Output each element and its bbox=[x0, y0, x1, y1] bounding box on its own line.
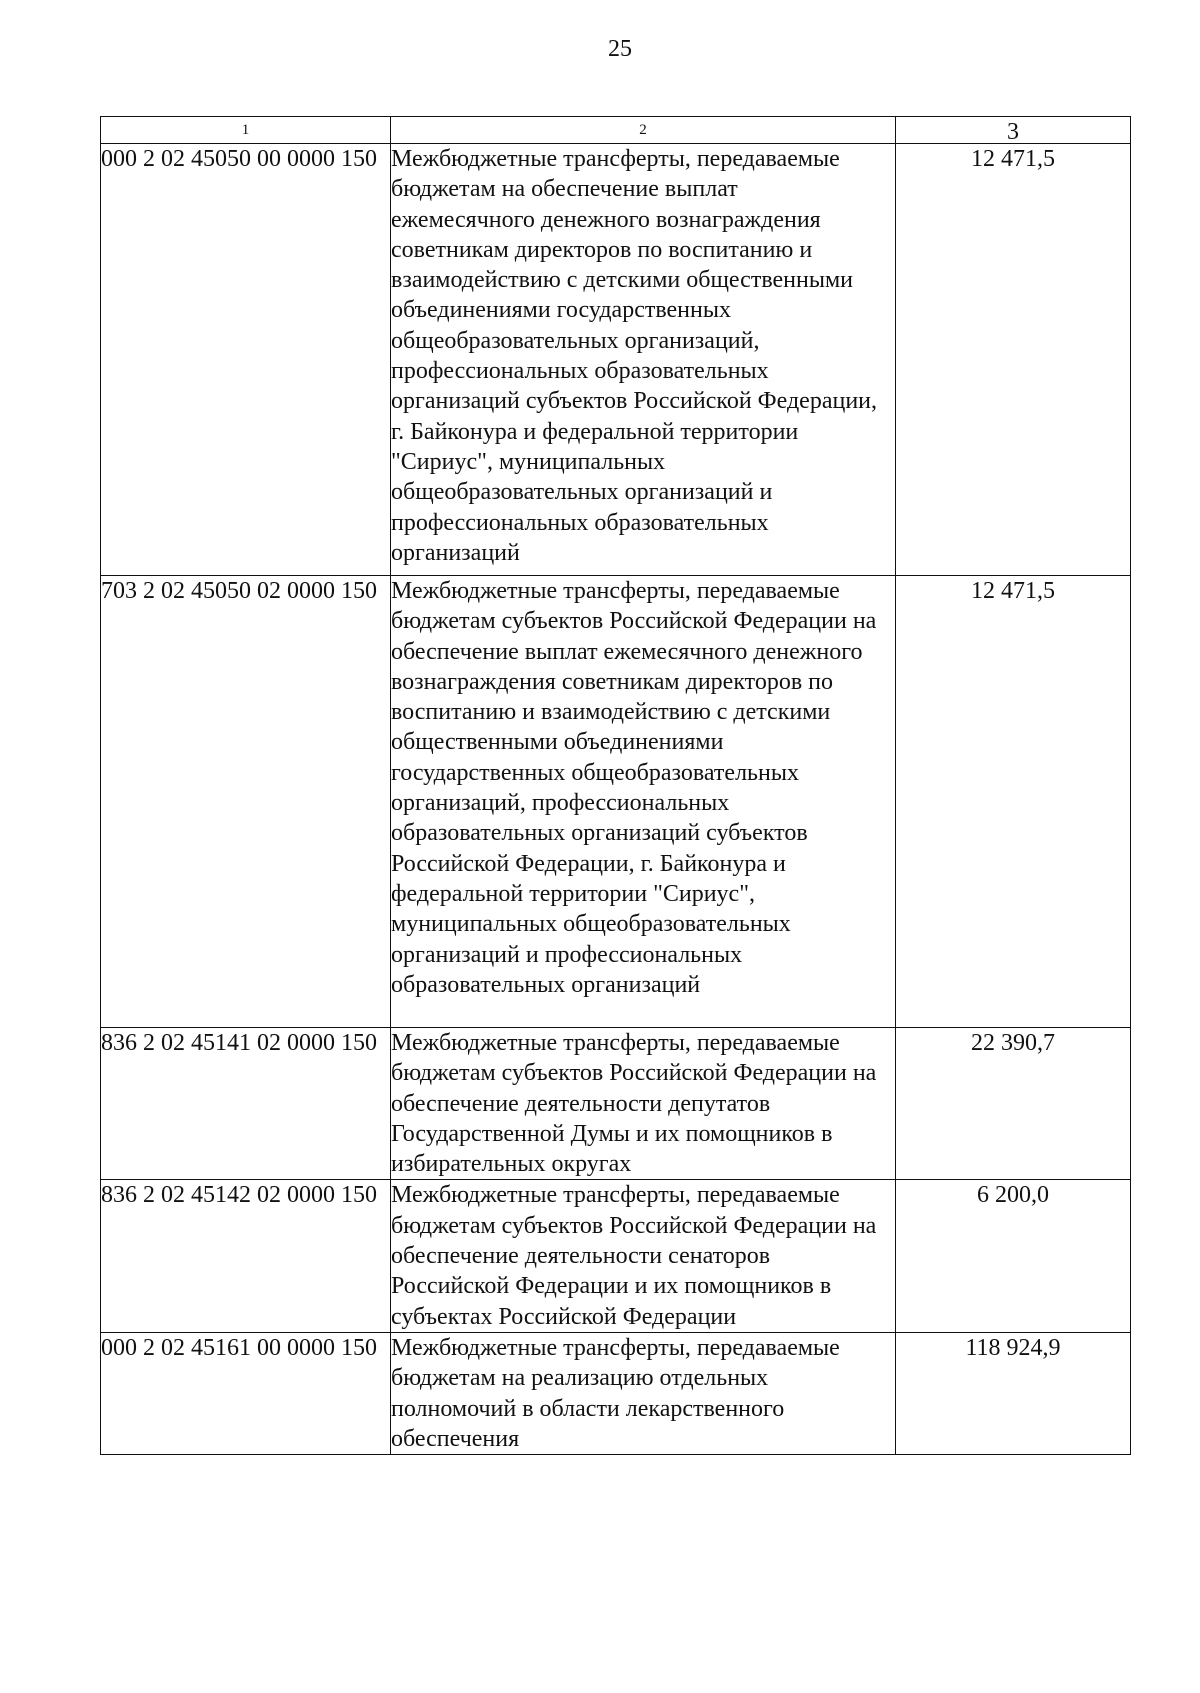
row-code-cell: 703 2 02 45050 02 0000 150 bbox=[101, 576, 391, 1028]
description-line: воспитанию и взаимодействию с детскими bbox=[391, 699, 831, 726]
description-line: взаимодействию с детскими общественными bbox=[391, 267, 854, 294]
description-line: бюджетам на обеспечение выплат bbox=[391, 176, 738, 203]
column-header-3: 3 bbox=[896, 117, 1131, 144]
description-line: бюджетам субъектов Российской Федерации на bbox=[391, 1212, 877, 1239]
description-line: обеспечения bbox=[391, 1425, 520, 1452]
row-description-cell bbox=[391, 1180, 896, 1332]
description-line: Межбюджетные трансферты, передаваемые bbox=[391, 1030, 840, 1056]
description-line: объединениями государственных bbox=[391, 297, 731, 324]
table-row bbox=[101, 1180, 1131, 1332]
description-line: организаций субъектов Российской Федерации, bbox=[391, 388, 878, 415]
description-line: общественными объединениями bbox=[391, 729, 724, 756]
description-line: субъектах Российской Федерации bbox=[391, 1303, 737, 1330]
row-description-cell bbox=[391, 576, 896, 1028]
description-line: организаций bbox=[391, 539, 520, 566]
table-row bbox=[101, 144, 1131, 576]
description-line: бюджетам на реализацию отдельных bbox=[391, 1365, 769, 1392]
description-line: бюджетам субъектов Российской Федерации на bbox=[391, 608, 877, 635]
description-line: Межбюджетные трансферты, передаваемые bbox=[391, 146, 840, 172]
description-line: Российской Федерации, г. Байконура и bbox=[391, 850, 786, 877]
description-line: полномочий в области лекарственного bbox=[391, 1395, 785, 1422]
description-line: вознаграждения советникам директоров по bbox=[391, 668, 834, 695]
column-header-1: 1 bbox=[101, 117, 391, 144]
description-line: профессиональных образовательных bbox=[391, 509, 769, 536]
row-amount-cell: 12 471,5 bbox=[896, 576, 1131, 1028]
description-line: советникам директоров по воспитанию и bbox=[391, 236, 813, 263]
row-description-cell bbox=[391, 1332, 896, 1454]
description-line: государственных общеобразовательных bbox=[391, 759, 799, 786]
description-line: г. Байконура и федеральной территории bbox=[391, 418, 799, 445]
description-line: обеспечение деятельности сенаторов bbox=[391, 1243, 771, 1270]
table-row bbox=[101, 1028, 1131, 1180]
row-code-cell: 000 2 02 45161 00 0000 150 bbox=[101, 1332, 391, 1454]
page-number: 25 bbox=[608, 36, 632, 62]
description-line: обеспечение деятельности депутатов bbox=[391, 1090, 771, 1117]
row-code-cell: 836 2 02 45141 02 0000 150 bbox=[101, 1028, 391, 1180]
row-description-cell bbox=[391, 144, 896, 576]
description-line: Российской Федерации и их помощников в bbox=[391, 1273, 832, 1300]
description-line: Межбюджетные трансферты, передаваемые bbox=[391, 1182, 840, 1209]
description-line: бюджетам субъектов Российской Федерации на bbox=[391, 1060, 877, 1087]
row-code-cell: 000 2 02 45050 00 0000 150 bbox=[101, 144, 391, 576]
table-row bbox=[101, 576, 1131, 1028]
description-line: Межбюджетные трансферты, передаваемые bbox=[391, 578, 840, 604]
row-description-cell bbox=[391, 1028, 896, 1180]
table-header-row bbox=[101, 117, 1131, 144]
budget-table bbox=[100, 116, 1131, 1455]
description-line: организаций и профессиональных bbox=[391, 941, 743, 968]
column-header-2: 2 bbox=[391, 117, 896, 144]
description-line: общеобразовательных организаций и bbox=[391, 479, 773, 506]
description-line: федеральной территории "Сириус", bbox=[391, 880, 756, 907]
row-code-cell: 836 2 02 45142 02 0000 150 bbox=[101, 1180, 391, 1332]
row-amount-cell: 6 200,0 bbox=[896, 1180, 1131, 1332]
description-line: образовательных организаций bbox=[391, 971, 701, 998]
description-line: ежемесячного денежного вознаграждения bbox=[391, 206, 821, 233]
description-line: Государственной Думы и их помощников в bbox=[391, 1120, 833, 1147]
description-line: муниципальных общеобразовательных bbox=[391, 911, 791, 938]
description-line: избирательных округах bbox=[391, 1151, 632, 1178]
row-amount-cell: 12 471,5 bbox=[896, 144, 1131, 576]
description-line: обеспечение выплат ежемесячного денежного bbox=[391, 638, 863, 665]
description-line: образовательных организаций субъектов bbox=[391, 820, 808, 847]
table-row bbox=[101, 1332, 1131, 1454]
row-amount-cell: 22 390,7 bbox=[896, 1028, 1131, 1180]
row-amount-cell: 118 924,9 bbox=[896, 1332, 1131, 1454]
description-line: организаций, профессиональных bbox=[391, 790, 730, 817]
description-line: "Сириус", муниципальных bbox=[391, 448, 666, 475]
description-line: общеобразовательных организаций, bbox=[391, 327, 760, 354]
description-line: Межбюджетные трансферты, передаваемые bbox=[391, 1334, 840, 1361]
description-line: профессиональных образовательных bbox=[391, 358, 769, 385]
